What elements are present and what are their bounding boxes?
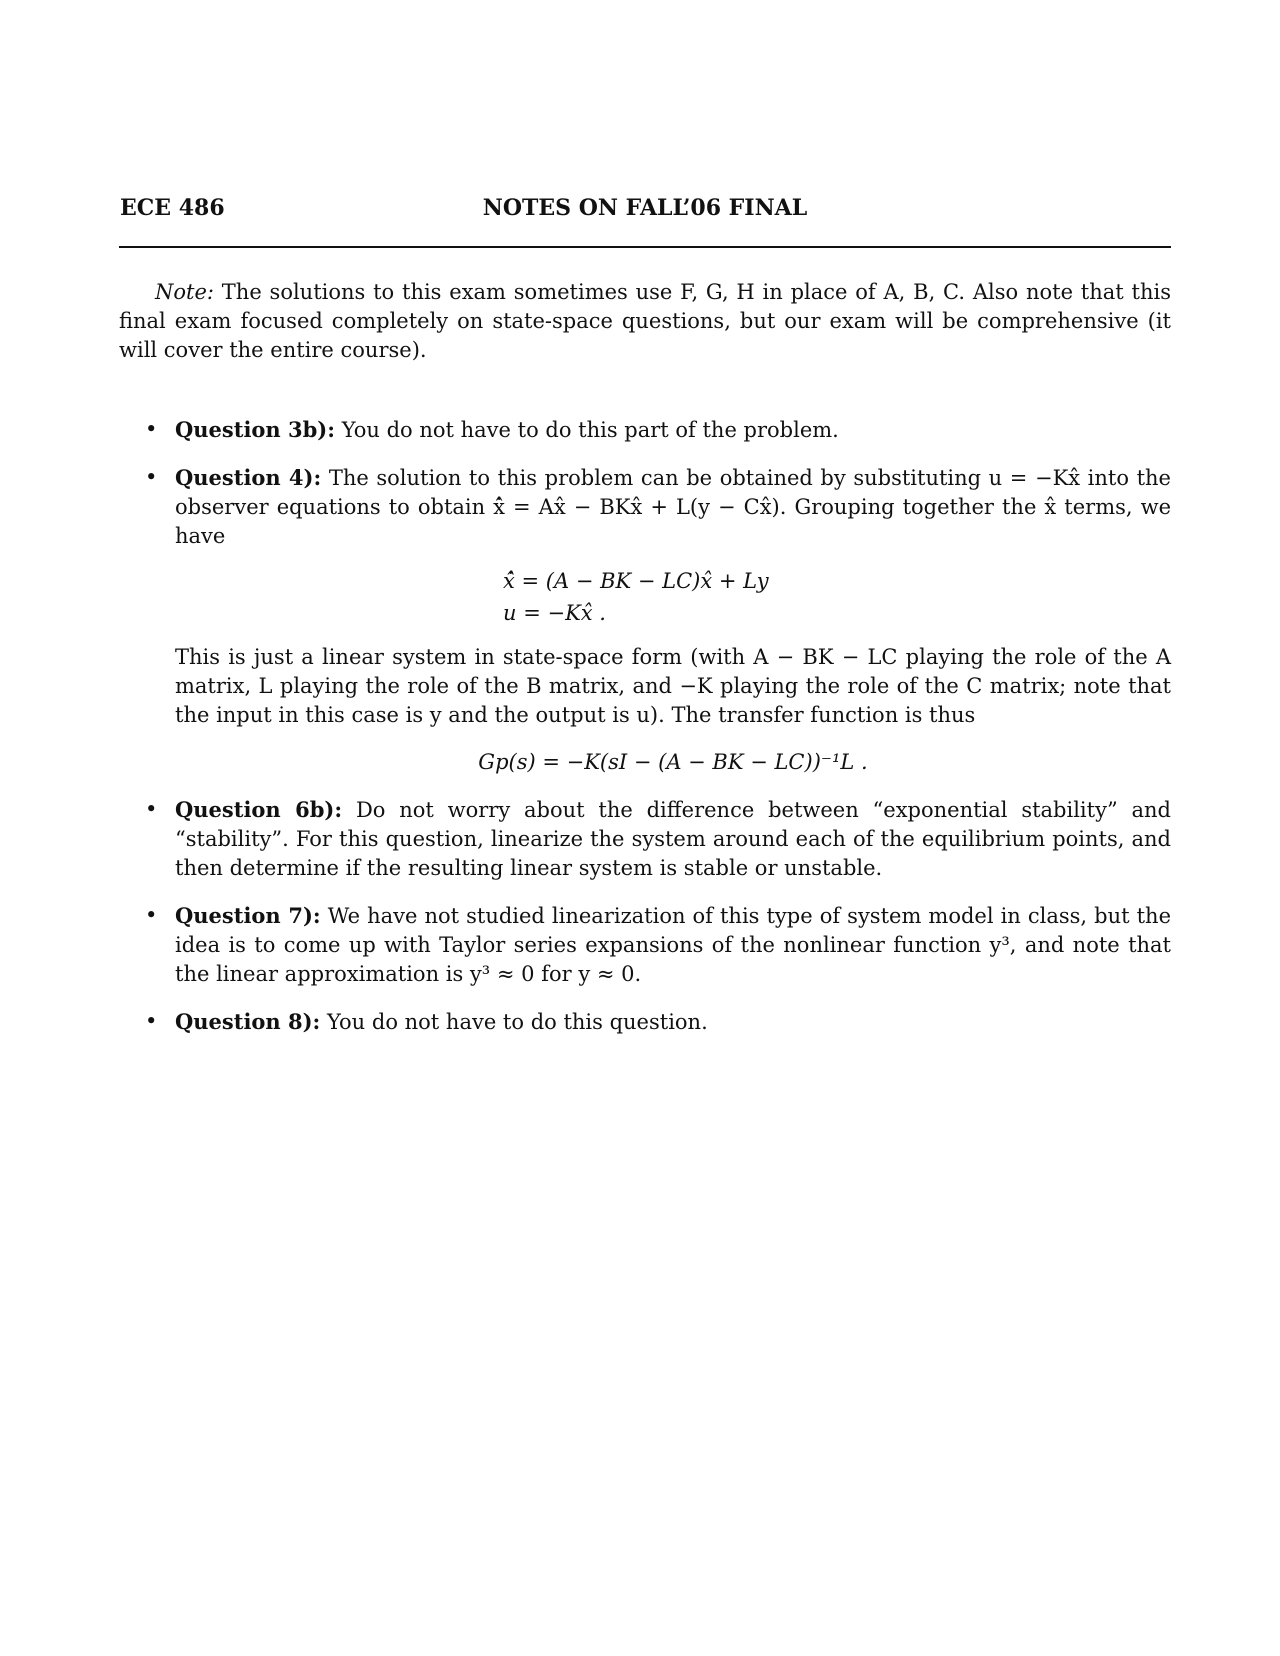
course-code: ECE 486 <box>120 195 225 221</box>
question-list <box>119 415 1171 1055</box>
item-label: Question 3b): <box>175 417 335 442</box>
item-text: You do not have to do this part of the problem. <box>341 418 839 442</box>
item-text: You do not have to do this question. <box>327 1010 708 1034</box>
bullet-icon: • <box>145 797 158 821</box>
item-paragraph: This is just a linear system in state-space form (with A − BK − LC playing the role of the A matrix, L playing the role of the B matrix, and −K playing the role of the C matrix; note that the input in this case is y and the output is u). The transfer function is thus <box>175 645 1171 727</box>
note-paragraph <box>119 278 1171 365</box>
list-item <box>119 795 1171 883</box>
bullet-icon: • <box>145 1009 158 1033</box>
list-item <box>119 1007 1171 1037</box>
list-item <box>119 415 1171 445</box>
list-item <box>119 901 1171 989</box>
item-label: Question 8): <box>175 1009 321 1034</box>
header-rule <box>119 246 1171 248</box>
item-text: We have not studied linearization of this type of system model in class, but the idea is to come up with Taylor series expansions of the nonlinear function y³, and note that the linear approximation is y³ ≈ 0 for y ≈ 0. <box>175 904 1171 986</box>
bullet-icon: • <box>145 903 158 927</box>
note-text: The solutions to this exam sometimes use F, G, H in place of A, B, C. Also note that this final exam focused completely on state-space questions, but our exam will be comprehensive (it will cover the entire course). <box>119 280 1171 362</box>
note-label: Note: <box>155 280 214 304</box>
list-item <box>119 463 1171 777</box>
equation-output: u = −Kx̂ . <box>503 601 606 625</box>
bullet-icon: • <box>145 465 158 489</box>
observer-equations <box>503 565 843 629</box>
page-title: NOTES ON FALL’06 FINAL <box>482 195 808 221</box>
transfer-function-equation: Gp(s) = −K(sI − (A − BK − LC))⁻¹L . <box>478 750 868 774</box>
item-label: Question 4): <box>175 465 322 490</box>
item-text: The solution to this problem can be obtained by substituting u = −Kx̂ into the observer equations to obtain x̂̇ = Ax̂ − BKx̂ + L(y − Cx̂). Grouping together the x̂ terms, we have <box>175 466 1171 548</box>
item-label: Question 6b): <box>175 797 343 822</box>
item-text: Do not worry about the difference between “exponential stability” and “stability”. For this question, linearize the system around each of the equilibrium points, and then determine if the resulting linear system is stable or unstable. <box>175 798 1171 880</box>
equation-state: x̂̇ = (A − BK − LC)x̂ + Ly <box>503 569 769 593</box>
item-label: Question 7): <box>175 903 321 928</box>
bullet-icon: • <box>145 417 158 441</box>
